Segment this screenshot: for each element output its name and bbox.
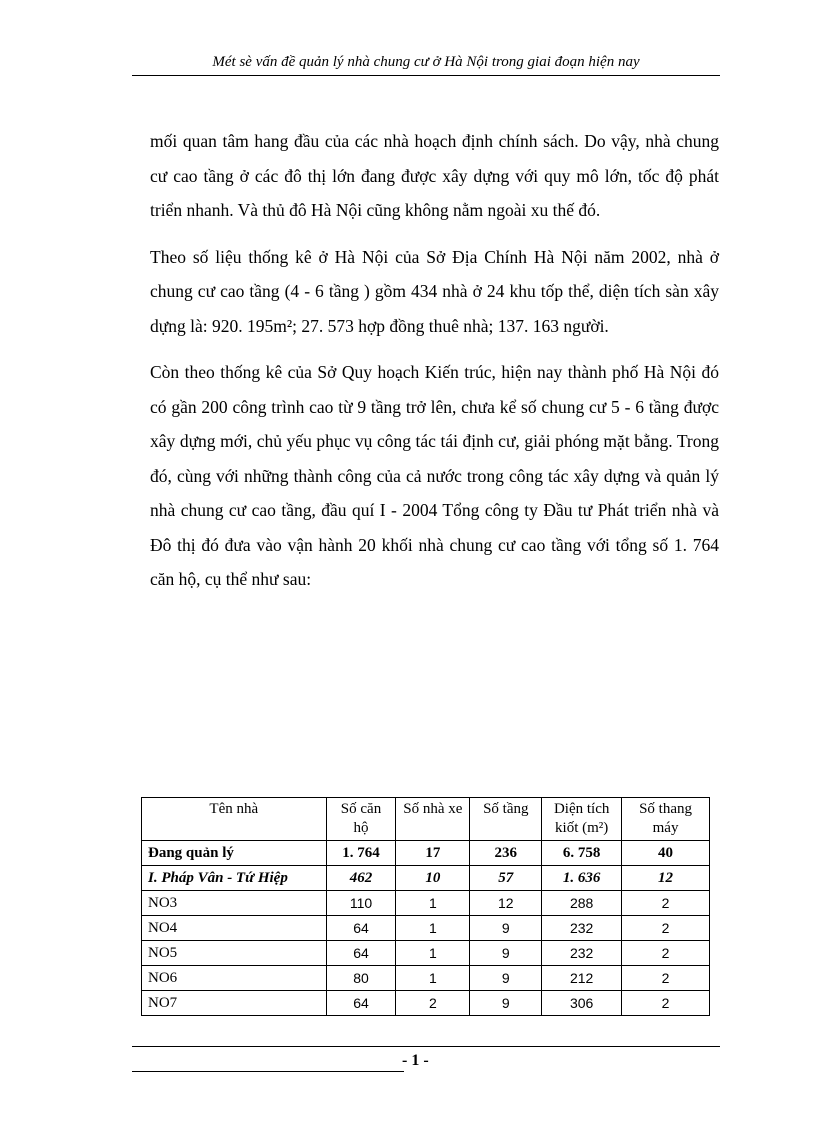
table-cell-value: 12 [470, 891, 542, 916]
table-header-row [142, 798, 710, 841]
table-cell-name: I. Pháp Vân - Tứ Hiệp [142, 866, 327, 891]
table-cell-value: 80 [326, 966, 396, 991]
table-cell-value: 2 [622, 916, 710, 941]
col-header-kiosk-area: Diện tích kiốt (m²) [542, 798, 622, 841]
footer-rule-top [132, 1046, 720, 1047]
body-text [150, 124, 719, 609]
table-row [142, 891, 710, 916]
table-cell-name: NO3 [142, 891, 327, 916]
table-cell-value: 2 [396, 991, 470, 1016]
table-cell-value: 2 [622, 991, 710, 1016]
paragraph-2: Theo số liệu thống kê ở Hà Nội của Sở Địa Chính Hà Nội năm 2002, nhà ở chung cư cao tầng (4 - 6 tầng ) gồm 434 nhà ở 24 khu tốp thể, diện tích sàn xây dựng là: 920. 195m²; 27. 573 hợp đồng thuê nhà; 137. 163 người. [150, 246, 719, 336]
col-header-name: Tên nhà [142, 798, 327, 841]
table-cell-value: 10 [396, 866, 470, 891]
table-cell-value: 288 [542, 891, 622, 916]
table-row [142, 916, 710, 941]
running-header: Mét sè vấn đề quản lý nhà chung cư ở Hà Nội trong giai đoạn hiện nay [212, 54, 640, 70]
table-cell-value: 232 [542, 916, 622, 941]
table-cell-value: 212 [542, 966, 622, 991]
table-cell-value: 9 [470, 941, 542, 966]
table-cell-value: 12 [622, 866, 710, 891]
table-cell-value: 2 [622, 891, 710, 916]
header-rule [132, 75, 720, 76]
table-row [142, 866, 710, 891]
table-cell-value: 2 [622, 941, 710, 966]
table-cell-name: NO7 [142, 991, 327, 1016]
table-cell-value: 6. 758 [542, 841, 622, 866]
table-cell-name: NO6 [142, 966, 327, 991]
table-cell-value: 1 [396, 966, 470, 991]
table-cell-value: 64 [326, 916, 396, 941]
table-cell-value: 1 [396, 891, 470, 916]
table-cell-value: 1 [396, 916, 470, 941]
table-cell-value: 64 [326, 991, 396, 1016]
paragraph-1: mối quan tâm hang đầu của các nhà hoạch định chính sách. Do vậy, nhà chung cư cao tầng ở các đô thị lớn đang được xây dựng với quy mô lớn, tốc độ phát triển nhanh. Và thủ đô Hà Nội cũng không nằm ngoài xu thế đó. [150, 131, 719, 220]
table-cell-name: NO4 [142, 916, 327, 941]
paragraph-3: Còn theo thống kê của Sở Quy hoạch Kiến trúc, hiện nay thành phố Hà Nội đó có gần 200 công trình cao từ 9 tầng trở lên, chưa kể số chung cư 5 - 6 tầng được xây dựng mới, chủ yếu phục vụ công tác tái định cư, giải phóng mặt bằng. Trong đó, cùng với những thành công của cả nước trong công tác xây dựng và quản lý nhà chung cư cao tầng, đầu quí I - 2004 Tổng công ty Đầu tư Phát triển nhà và Đô thị đó đưa vào vận hành 20 khối nhà chung cư cao tầng với tổng số 1. 764 căn hộ, cụ thể như sau: [150, 362, 719, 589]
table-row [142, 841, 710, 866]
table-row [142, 991, 710, 1016]
table-cell-value: 306 [542, 991, 622, 1016]
table-row [142, 966, 710, 991]
table-cell-value: 9 [470, 966, 542, 991]
table-cell-value: 9 [470, 916, 542, 941]
col-header-floors: Số tầng [470, 798, 542, 841]
table-cell-value: 462 [326, 866, 396, 891]
col-header-elevators: Số thang máy [622, 798, 710, 841]
page-number: - 1 - [402, 1052, 429, 1069]
table-cell-value: 9 [470, 991, 542, 1016]
table-body [142, 841, 710, 1016]
col-header-garages: Số nhà xe [396, 798, 470, 841]
table-cell-name: Đang quản lý [142, 841, 327, 866]
table-cell-name: NO5 [142, 941, 327, 966]
apartment-table [141, 797, 710, 1016]
table-row [142, 941, 710, 966]
table-cell-value: 1 [396, 941, 470, 966]
table-cell-value: 40 [622, 841, 710, 866]
col-header-apartments: Số căn hộ [326, 798, 396, 841]
table-cell-value: 64 [326, 941, 396, 966]
table-cell-value: 57 [470, 866, 542, 891]
table-cell-value: 17 [396, 841, 470, 866]
table-cell-value: 232 [542, 941, 622, 966]
table-cell-value: 110 [326, 891, 396, 916]
table-cell-value: 1. 764 [326, 841, 396, 866]
table-cell-value: 1. 636 [542, 866, 622, 891]
table-cell-value: 236 [470, 841, 542, 866]
footer-rule-bottom [132, 1071, 404, 1072]
table-cell-value: 2 [622, 966, 710, 991]
